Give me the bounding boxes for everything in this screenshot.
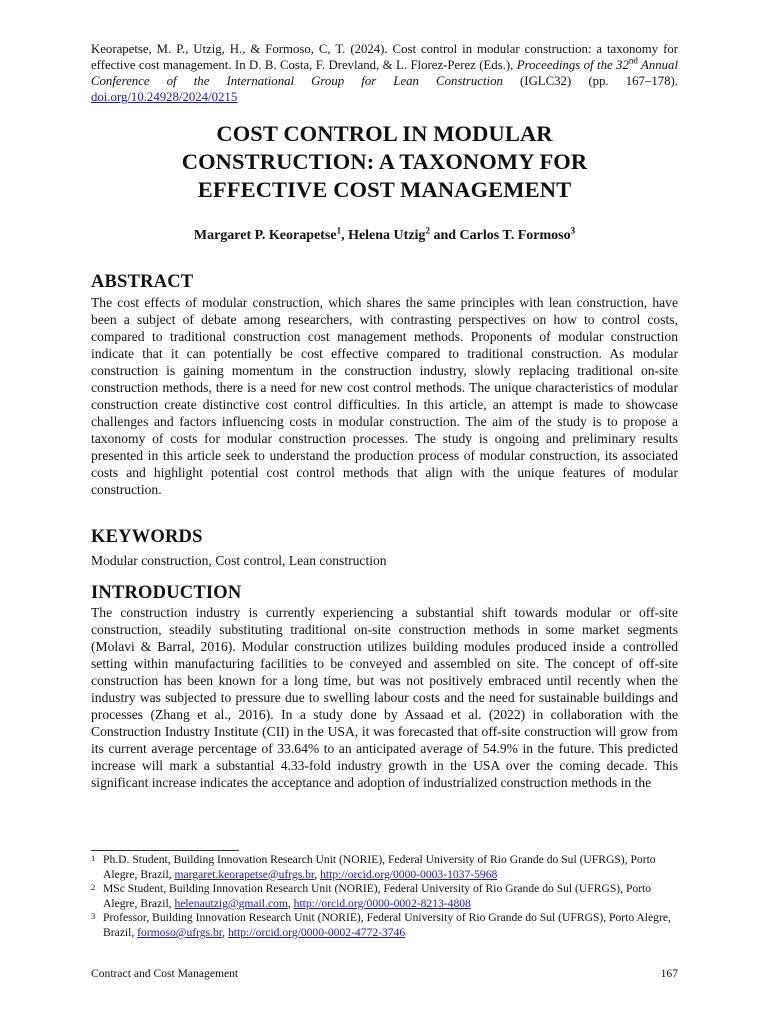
citation-block [91, 41, 678, 105]
email-link[interactable]: helenautzig@gmail.com [174, 896, 288, 910]
author-separator: and [429, 228, 460, 243]
author-2: Helena Utzig [348, 228, 426, 243]
footer-section-name: Contract and Cost Management [91, 967, 239, 980]
abstract-heading: ABSTRACT [91, 272, 194, 292]
paper-title [91, 120, 678, 204]
proceedings-ordinal: nd [628, 55, 638, 66]
author-1: Margaret P. Keorapetse [193, 228, 337, 243]
author-separator: , [341, 228, 349, 243]
keywords-body: Modular construction, Cost control, Lean construction [91, 553, 387, 568]
footnote-number: 2 [91, 882, 96, 893]
citation-text: Keorapetse, M. P., Utzig, H., & Formoso, C, T. (2024). Cost control in modular construction: a taxonomy for effective cost management. In D. B. Costa, F. Drevland, & L. Florez-Perez (Eds.), [91, 42, 678, 72]
footnote-divider [91, 850, 239, 851]
title-line-3: EFFECTIVE COST MANAGEMENT [197, 177, 572, 202]
author-3: Carlos T. Formoso [459, 228, 571, 243]
proceedings-title: Proceedings of the 32 [516, 58, 629, 72]
footnote-number: 1 [91, 853, 96, 863]
footnote-text: Ph.D. Student, Building Innovation Research Unit (NORIE), Federal University of Rio Grande do Sul (UFRGS), Porto Alegre, Brazil, [103, 853, 656, 881]
abstract-body: The cost effects of modular construction, which shares the same principles with lean construction, have been a subject of debate among researchers, with contrasting perspectives on how to control costs, compared to traditional construction cost management methods. Proponents of modular construction indicate that it can potentially be cost effective compared to traditional construction. As modular construction is gaining momentum in the construction industry, slowly replacing traditional on-site construction methods, there is a need for new cost control methods. The unique characteristics of modular construction create distinctive cost control difficulties. In this article, an attempt is made to showcase challenges and factors influencing costs in modular construction. The aim of the study is to propose a taxonomy of costs for modular construction processes. The study is ongoing and preliminary results presented in this article seek to understand the production process of modular construction, its associated costs and highlight potential cost control methods that align with the unique features of modular construction. [91, 295, 678, 497]
introduction-body: The construction industry is currently experiencing a substantial shift towards modular or off-site construction, steadily substituting traditional on-site construction methods in some market segments (Molavi & Barral, 2016). Modular construction utilizes building modules produced inside a controlled setting within manufacturing facilities to be conveyed and assembled on site. The concept of off-site construction has been known for a long time, but was not positively embraced until recently when the industry was subjected to pressure due to swelling labour costs and the need for sustainable buildings and processes (Zhang et al., 2016). In a study done by Assaad et al. (2022) in collaboration with the Construction Industry Institute (CII) in the USA, it was forecasted that off-site construction will grow from its current average percentage of 33.64% to an anticipated average of 54.9% in the future. This predicted increase will mark a substantial 4.33-fold industry growth in the USA over the coming decade. This significant increase indicates the acceptance and adoption of industrialized construction methods in the [91, 605, 678, 790]
author-list [91, 225, 678, 244]
email-link[interactable]: formoso@ufrgs.br [137, 925, 223, 939]
author-3-footnote-mark: 3 [570, 225, 576, 236]
title-line-1: COST CONTROL IN MODULAR [216, 121, 553, 146]
footnote-separator: , [222, 925, 228, 939]
author-1-footnote-mark: 1 [336, 225, 342, 236]
footnote-text: MSc Student, Building Innovation Research Unit (NORIE), Federal University of Rio Grande do Sul (UFRGS), Porto Alegre, Brazil, [103, 882, 652, 910]
footnotes [91, 853, 678, 941]
orcid-link[interactable]: http://orcid.org/0000-0002-4772-3746 [227, 925, 406, 939]
footnote-number: 3 [91, 911, 96, 922]
page-number: 167 [660, 967, 678, 980]
footnote-text: Professor, Building Innovation Research Unit (NORIE), Federal University of Rio Grande do Sul (UFRGS), Porto Alegre, Brazil, [103, 911, 671, 939]
footnote-3 [91, 911, 678, 940]
email-link[interactable]: margaret.keorapetse@ufrgs.br [174, 867, 315, 881]
footnote-separator: , [314, 867, 321, 881]
orcid-link[interactable]: http://orcid.org/0000-0002-8213-4808 [293, 896, 471, 910]
footnote-separator: , [287, 896, 294, 910]
footnote-2 [91, 882, 678, 911]
orcid-link[interactable]: http://orcid.org/0000-0003-1037-5968 [320, 867, 498, 881]
citation-pages: (IGLC32) (pp. 167–178). [502, 74, 678, 88]
proceedings-title-rest: Annual Conference of the International Group for Lean Construction [91, 58, 679, 88]
author-2-footnote-mark: 2 [425, 225, 430, 236]
introduction-heading: INTRODUCTION [91, 583, 242, 603]
keywords-heading: KEYWORDS [91, 527, 203, 547]
footnote-1 [91, 853, 678, 882]
title-line-2: CONSTRUCTION: A TAXONOMY FOR [181, 149, 588, 174]
doi-link[interactable]: doi.org/10.24928/2024/0215 [91, 90, 238, 104]
